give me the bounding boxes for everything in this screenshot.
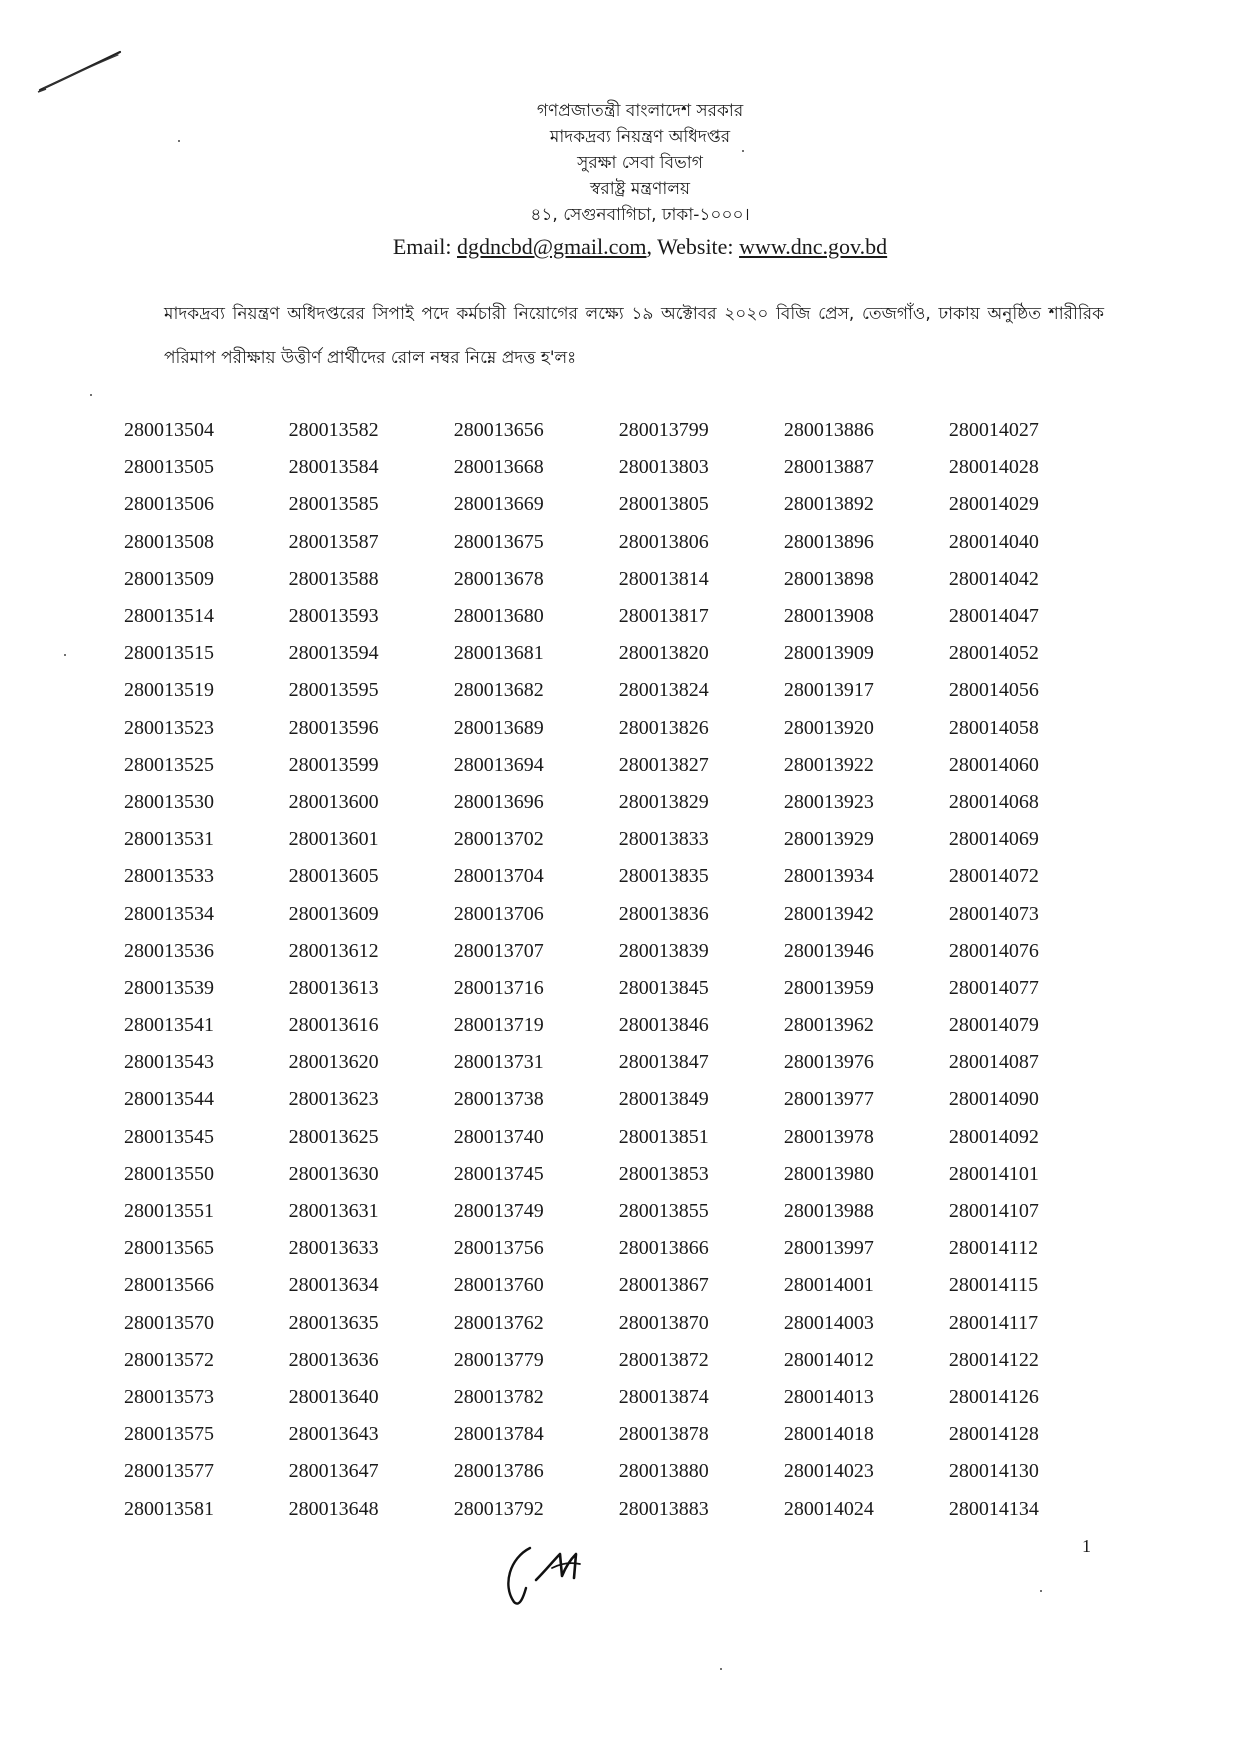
table-row [124, 1193, 1114, 1230]
roll-number-cell: 280013544 [124, 1088, 214, 1111]
roll-number-cell: 280013584 [288, 456, 379, 479]
roll-number-cell: 280013573 [124, 1385, 214, 1408]
roll-number-cell: 280013820 [618, 642, 709, 665]
roll-number-cell: 280013829 [618, 790, 709, 813]
roll-number-cell: 280014077 [948, 976, 1039, 999]
roll-number-cell: 280013572 [124, 1348, 214, 1371]
notice-intro: মাদকদ্রব্য নিয়ন্ত্রণ অধিদপ্তরের সিপাই পদে কর্মচারী নিয়োগের লক্ষ্যে ১৯ অক্টোবর ২০২০ বিজি প্রেস, তেজগাঁও, ঢাকায় অনুষ্ঠিত শারীরিক পরিমাপ পরীক্ষায় উত্তীর্ণ প্রার্থীদের রোল নম্বর নিম্নে প্রদত্ত হ'লঃ [164, 304, 1104, 368]
roll-number-cell: 280013599 [288, 753, 379, 776]
roll-number-cell: 280013566 [124, 1274, 214, 1297]
roll-number-cell: 280013596 [288, 716, 379, 739]
roll-number-cell: 280013833 [618, 828, 709, 851]
roll-number-cell: 280013749 [453, 1200, 544, 1223]
page-number: 1 [1082, 1536, 1091, 1556]
roll-number-cell: 280014069 [948, 828, 1039, 851]
roll-number-cell: 280014018 [783, 1423, 874, 1446]
roll-number-cell: 280013805 [618, 493, 709, 516]
roll-number-cell: 280013731 [453, 1051, 544, 1074]
roll-number-cell: 280013959 [783, 976, 874, 999]
table-row [124, 895, 1114, 932]
roll-number-cell: 280013745 [453, 1162, 544, 1185]
roll-number-cell: 280014134 [948, 1497, 1039, 1520]
roll-number-cell: 280013605 [288, 865, 379, 888]
roll-number-cell: 280013846 [618, 1014, 709, 1037]
table-row [124, 1416, 1114, 1453]
scan-speck [64, 654, 66, 656]
roll-number-cell: 280013530 [124, 790, 214, 813]
roll-number-cell: 280014087 [948, 1051, 1039, 1074]
roll-number-cell: 280013600 [288, 790, 379, 813]
roll-number-cell: 280013962 [783, 1014, 874, 1037]
roll-number-cell: 280013534 [124, 902, 214, 925]
roll-number-cell: 280013792 [453, 1497, 544, 1520]
roll-number-cell: 280013689 [453, 716, 544, 739]
roll-number-cell: 280013620 [288, 1051, 379, 1074]
roll-number-cell: 280013630 [288, 1162, 379, 1185]
header-division: সুরক্ষা সেবা বিভাগ [577, 153, 703, 173]
roll-number-cell: 280013806 [618, 530, 709, 553]
roll-number-cell: 280013588 [288, 567, 379, 590]
roll-number-cell: 280013942 [783, 902, 874, 925]
header-ministry: স্বরাষ্ট্র মন্ত্রণালয় [590, 179, 690, 199]
roll-number-cell: 280014027 [948, 419, 1039, 442]
roll-number-cell: 280013934 [783, 865, 874, 888]
scan-speck [178, 140, 180, 142]
roll-number-cell: 280013506 [124, 493, 214, 516]
email-link[interactable]: dgdncbd@gmail.com [457, 234, 647, 259]
roll-number-cell: 280013505 [124, 456, 214, 479]
roll-number-cell: 280013634 [288, 1274, 379, 1297]
table-row [124, 1044, 1114, 1081]
roll-number-cell: 280014023 [783, 1460, 874, 1483]
roll-number-cell: 280014068 [948, 790, 1039, 813]
roll-number-cell: 280013872 [618, 1348, 709, 1371]
roll-number-cell: 280014073 [948, 902, 1039, 925]
roll-number-cell: 280013523 [124, 716, 214, 739]
roll-number-cell: 280013896 [783, 530, 874, 553]
roll-number-cell: 280013756 [453, 1237, 544, 1260]
header-department: মাদকদ্রব্য নিয়ন্ত্রণ অধিদপ্তর [549, 127, 731, 147]
scan-speck [720, 1668, 722, 1670]
roll-number-cell: 280013880 [618, 1460, 709, 1483]
roll-number-cell: 280013980 [783, 1162, 874, 1185]
roll-number-cell: 280013978 [783, 1125, 874, 1148]
roll-number-cell: 280013827 [618, 753, 709, 776]
roll-number-cell: 280014047 [948, 605, 1039, 628]
email-label: Email: [392, 234, 457, 259]
roll-number-cell: 280013612 [288, 939, 379, 962]
roll-number-cell: 280013704 [453, 865, 544, 888]
roll-number-cell: 280013826 [618, 716, 709, 739]
roll-number-cell: 280013887 [783, 456, 874, 479]
roll-number-cell: 280013616 [288, 1014, 379, 1037]
roll-number-cell: 280013681 [453, 642, 544, 665]
roll-number-cell: 280013613 [288, 976, 379, 999]
roll-number-cell: 280013609 [288, 902, 379, 925]
roll-number-cell: 280014115 [948, 1274, 1039, 1297]
table-row [124, 821, 1114, 858]
roll-number-cell: 280013543 [124, 1051, 214, 1074]
roll-number-cell: 280013878 [618, 1423, 709, 1446]
roll-number-cell: 280013678 [453, 567, 544, 590]
roll-number-cell: 280013845 [618, 976, 709, 999]
roll-number-cell: 280013577 [124, 1460, 214, 1483]
table-row [124, 1379, 1114, 1416]
roll-number-cell: 280013760 [453, 1274, 544, 1297]
roll-number-cell: 280014042 [948, 567, 1039, 590]
roll-number-cell: 280013636 [288, 1348, 379, 1371]
table-row [124, 858, 1114, 895]
table-row [124, 1305, 1114, 1342]
table-row [124, 1453, 1114, 1490]
roll-number-cell: 280013917 [783, 679, 874, 702]
roll-number-cell: 280013706 [453, 902, 544, 925]
roll-number-cell: 280013594 [288, 642, 379, 665]
roll-number-cell: 280014130 [948, 1460, 1039, 1483]
roll-number-cell: 280013707 [453, 939, 544, 962]
roll-number-cell: 280013570 [124, 1311, 214, 1334]
roll-number-cell: 280013541 [124, 1014, 214, 1037]
roll-number-cell: 280013625 [288, 1125, 379, 1148]
roll-number-cell: 280014052 [948, 642, 1039, 665]
roll-number-cell: 280013738 [453, 1088, 544, 1111]
roll-number-cell: 280013601 [288, 828, 379, 851]
roll-number-cell: 280013839 [618, 939, 709, 962]
roll-number-cell: 280013647 [288, 1460, 379, 1483]
table-row [124, 933, 1114, 970]
roll-number-cell: 280014090 [948, 1088, 1039, 1111]
scan-speck [1040, 1590, 1042, 1592]
roll-number-cell: 280013920 [783, 716, 874, 739]
table-row [124, 1230, 1114, 1267]
table-row [124, 524, 1114, 561]
roll-number-cell: 280013643 [288, 1423, 379, 1446]
table-row [124, 1007, 1114, 1044]
roll-number-cell: 280014112 [948, 1237, 1039, 1260]
table-row [124, 747, 1114, 784]
roll-number-cell: 280013814 [618, 567, 709, 590]
roll-number-cell: 280013847 [618, 1051, 709, 1074]
roll-number-cell: 280013922 [783, 753, 874, 776]
roll-number-cell: 280013779 [453, 1348, 544, 1371]
roll-number-cell: 280013817 [618, 605, 709, 628]
roll-number-cell: 280013908 [783, 605, 874, 628]
roll-number-cell: 280013977 [783, 1088, 874, 1111]
roll-number-cell: 280014001 [783, 1274, 874, 1297]
roll-number-cell: 280014072 [948, 865, 1039, 888]
roll-number-cell: 280013855 [618, 1200, 709, 1223]
header-address: ৪১, সেগুনবাগিচা, ঢাকা-১০০০। [530, 205, 750, 225]
roll-number-cell: 280013929 [783, 828, 874, 851]
roll-number-cell: 280014029 [948, 493, 1039, 516]
roll-number-cell: 280013874 [618, 1385, 709, 1408]
roll-number-cell: 280014092 [948, 1125, 1039, 1148]
roll-number-cell: 280014058 [948, 716, 1039, 739]
roll-number-cell: 280014013 [783, 1385, 874, 1408]
table-row [124, 710, 1114, 747]
table-row [124, 486, 1114, 523]
roll-number-cell: 280013533 [124, 865, 214, 888]
roll-number-cell: 280013988 [783, 1200, 874, 1223]
roll-number-cell: 280013849 [618, 1088, 709, 1111]
roll-number-cell: 280014003 [783, 1311, 874, 1334]
roll-number-cell: 280013631 [288, 1200, 379, 1223]
roll-number-cell: 280013803 [618, 456, 709, 479]
scan-speck [742, 150, 744, 152]
roll-number-cell: 280013668 [453, 456, 544, 479]
table-row [124, 598, 1114, 635]
roll-number-cell: 280014128 [948, 1423, 1039, 1446]
website-link[interactable]: www.dnc.gov.bd [739, 234, 888, 259]
roll-number-cell: 280014056 [948, 679, 1039, 702]
scan-speck [90, 394, 92, 396]
table-row [124, 412, 1114, 449]
roll-number-cell: 280013719 [453, 1014, 544, 1037]
roll-number-cell: 280013525 [124, 753, 214, 776]
roll-number-cell: 280013504 [124, 419, 214, 442]
roll-number-cell: 280013565 [124, 1237, 214, 1260]
roll-number-cell: 280014079 [948, 1014, 1039, 1037]
roll-number-cell: 280013762 [453, 1311, 544, 1334]
roll-number-cell: 280013648 [288, 1497, 379, 1520]
roll-number-cell: 280013509 [124, 567, 214, 590]
roll-number-cell: 280013519 [124, 679, 214, 702]
roll-number-cell: 280013550 [124, 1162, 214, 1185]
roll-number-cell: 280014012 [783, 1348, 874, 1371]
roll-number-cell: 280013696 [453, 790, 544, 813]
header-contact [0, 232, 1240, 262]
roll-number-cell: 280013851 [618, 1125, 709, 1148]
roll-number-cell: 280013782 [453, 1385, 544, 1408]
roll-number-cell: 280013835 [618, 865, 709, 888]
roll-number-cell: 280013575 [124, 1423, 214, 1446]
header-government: গণপ্রজাতন্ত্রী বাংলাদেশ সরকার [536, 101, 744, 121]
roll-number-cell: 280013669 [453, 493, 544, 516]
roll-number-cell: 280014101 [948, 1162, 1039, 1185]
roll-number-cell: 280013883 [618, 1497, 709, 1520]
roll-number-cell: 280013824 [618, 679, 709, 702]
roll-number-cell: 280013551 [124, 1200, 214, 1223]
roll-number-cell: 280014060 [948, 753, 1039, 776]
table-row [124, 672, 1114, 709]
table-row [124, 970, 1114, 1007]
roll-number-cell: 280013595 [288, 679, 379, 702]
roll-number-cell: 280013740 [453, 1125, 544, 1148]
roll-number-cell: 280014024 [783, 1497, 874, 1520]
roll-number-cell: 280013623 [288, 1088, 379, 1111]
roll-number-cell: 280013836 [618, 902, 709, 925]
handwritten-signature-icon [500, 1540, 610, 1610]
roll-number-cell: 280013633 [288, 1237, 379, 1260]
table-row [124, 1156, 1114, 1193]
roll-number-cell: 280014028 [948, 456, 1039, 479]
table-row [124, 1342, 1114, 1379]
table-row [124, 561, 1114, 598]
roll-number-cell: 280013682 [453, 679, 544, 702]
roll-number-table [124, 412, 1114, 1528]
roll-number-cell: 280013508 [124, 530, 214, 553]
roll-number-cell: 280013886 [783, 419, 874, 442]
table-row [124, 449, 1114, 486]
roll-number-cell: 280013680 [453, 605, 544, 628]
roll-number-cell: 280013531 [124, 828, 214, 851]
roll-number-cell: 280013867 [618, 1274, 709, 1297]
roll-number-cell: 280013853 [618, 1162, 709, 1185]
table-row [124, 784, 1114, 821]
roll-number-cell: 280013786 [453, 1460, 544, 1483]
roll-number-cell: 280013702 [453, 828, 544, 851]
table-row [124, 635, 1114, 672]
roll-number-cell: 280013582 [288, 419, 379, 442]
website-label: , Website: [646, 234, 740, 259]
roll-number-cell: 280014040 [948, 530, 1039, 553]
roll-number-cell: 280013892 [783, 493, 874, 516]
roll-number-cell: 280013716 [453, 976, 544, 999]
table-row [124, 1081, 1114, 1118]
roll-number-cell: 280013784 [453, 1423, 544, 1446]
roll-number-cell: 280013997 [783, 1237, 874, 1260]
roll-number-cell: 280013635 [288, 1311, 379, 1334]
roll-number-cell: 280013539 [124, 976, 214, 999]
roll-number-cell: 280013640 [288, 1385, 379, 1408]
roll-number-cell: 280013587 [288, 530, 379, 553]
roll-number-cell: 280013545 [124, 1125, 214, 1148]
roll-number-cell: 280013514 [124, 605, 214, 628]
roll-number-cell: 280013909 [783, 642, 874, 665]
roll-number-cell: 280013656 [453, 419, 544, 442]
roll-number-cell: 280013675 [453, 530, 544, 553]
letterhead [0, 98, 1240, 262]
roll-number-cell: 280014117 [948, 1311, 1039, 1334]
roll-number-cell: 280013923 [783, 790, 874, 813]
roll-number-cell: 280013536 [124, 939, 214, 962]
roll-number-cell: 280013976 [783, 1051, 874, 1074]
roll-number-cell: 280013866 [618, 1237, 709, 1260]
roll-number-cell: 280013799 [618, 419, 709, 442]
pen-stroke-mark-icon [36, 48, 126, 98]
roll-number-cell: 280013593 [288, 605, 379, 628]
roll-number-cell: 280014126 [948, 1385, 1039, 1408]
roll-number-cell: 280013585 [288, 493, 379, 516]
table-row [124, 1490, 1114, 1527]
table-row [124, 1119, 1114, 1156]
roll-number-cell: 280013581 [124, 1497, 214, 1520]
roll-number-cell: 280014122 [948, 1348, 1039, 1371]
roll-number-cell: 280014076 [948, 939, 1039, 962]
roll-number-cell: 280013515 [124, 642, 214, 665]
table-row [124, 1267, 1114, 1304]
roll-number-cell: 280013946 [783, 939, 874, 962]
roll-number-cell: 280013898 [783, 567, 874, 590]
roll-number-cell: 280013870 [618, 1311, 709, 1334]
roll-number-cell: 280014107 [948, 1200, 1039, 1223]
roll-number-cell: 280013694 [453, 753, 544, 776]
